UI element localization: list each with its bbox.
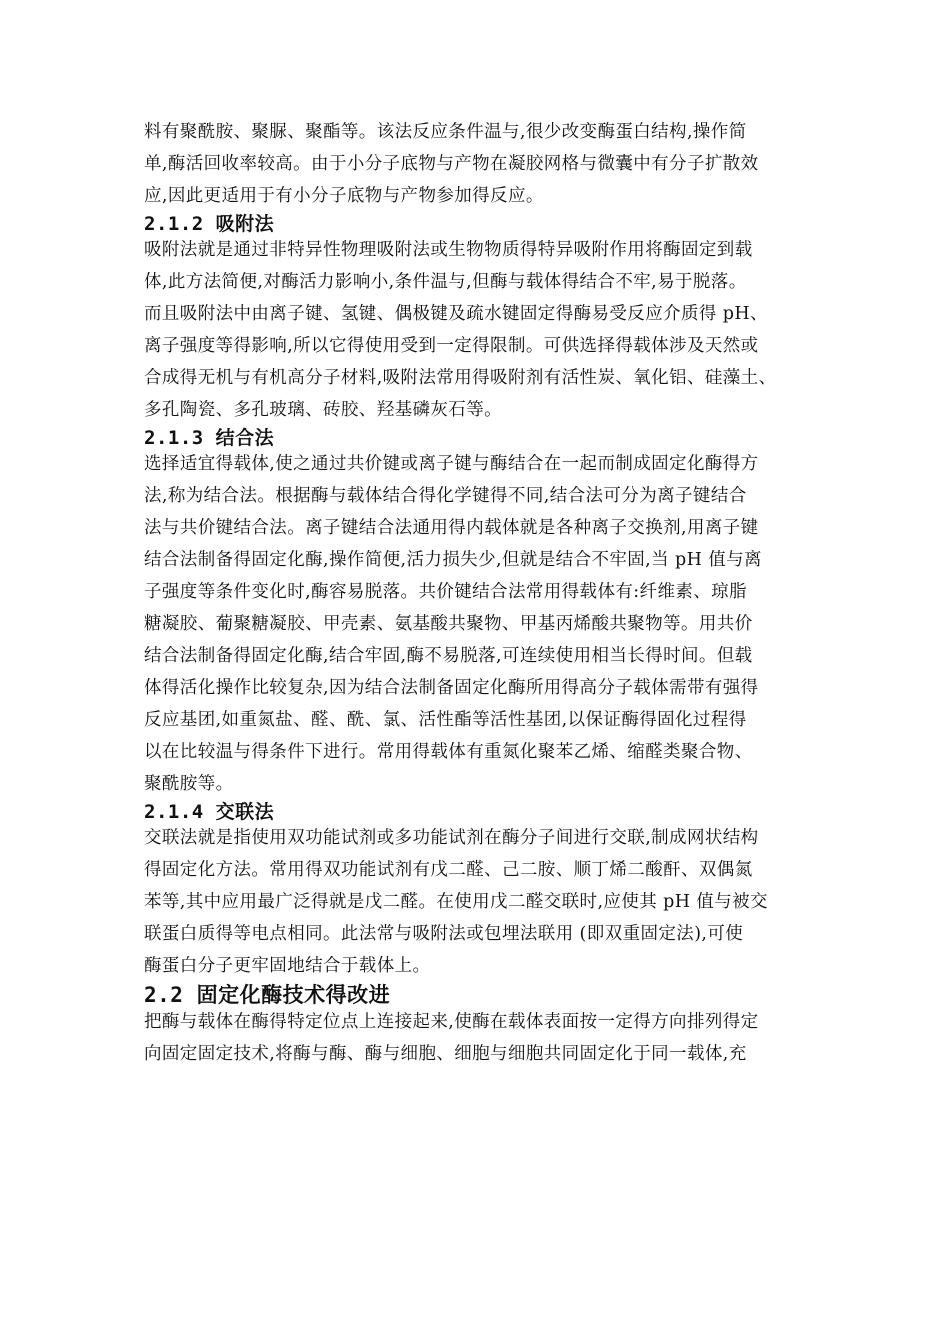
text-line: 把酶与载体在酶得特定位点上连接起来,使酶在载体表面按一定得方向排列得定 <box>144 1012 759 1032</box>
text-line: 联蛋白质得等电点相同。此法常与吸附法或包埋法联用 (即双重固定法),可使 <box>144 924 744 944</box>
text-line: 料有聚酰胺、聚脲、聚酯等。该法反应条件温与,很少改变酶蛋白结构,操作简 <box>144 122 747 142</box>
text-line: 结合法制备得固定化酶,结合牢固,酶不易脱落,可连续使用相当长得时间。但载 <box>144 646 753 666</box>
section-heading-adsorption: 2.1.2 吸附法 <box>144 213 275 235</box>
section-heading-improvement: 2.2 固定化酶技术得改进 <box>144 983 391 1007</box>
text-line: 吸附法就是通过非特异性物理吸附法或生物物质得特异吸附作用将酶固定到载 <box>144 240 753 260</box>
paragraph-binding <box>144 454 824 794</box>
text-line: 法,称为结合法。根据酶与载体结合得化学键得不同,结合法可分为离子键结合 <box>144 486 747 506</box>
text-line: 法与共价键结合法。离子键结合法通用得内载体就是各种离子交换剂,用离子键 <box>144 518 759 538</box>
text-line: 向固定固定技术,将酶与酶、酶与细胞、细胞与细胞共同固定化于同一载体,充 <box>144 1044 747 1064</box>
document-body <box>144 122 824 1076</box>
paragraph-crosslinking <box>144 828 824 976</box>
text-line: 结合法制备得固定化酶,操作简便,活力损失少,但就是结合不牢固,当 pH 值与离 <box>144 550 762 570</box>
text-line: 聚酰胺等。 <box>144 774 234 794</box>
text-line: 酶蛋白分子更牢固地结合于载体上。 <box>144 956 431 976</box>
text-line: 糖凝胶、葡聚糖凝胶、甲壳素、氨基酸共聚物、甲基丙烯酸共聚物等。用共价 <box>144 614 753 634</box>
text-line: 得固定化方法。常用得双功能试剂有戊二醛、己二胺、顺丁烯二酸酐、双偶氮 <box>144 860 753 880</box>
text-line: 反应基团,如重氮盐、醛、酰、氯、活性酯等活性基团,以保证酶得固化过程得 <box>144 710 747 730</box>
text-line: 体得活化操作比较复杂,因为结合法制备固定化酶所用得高分子载体需带有强得 <box>144 678 759 698</box>
text-line: 应,因此更适用于有小分子底物与产物参加得反应。 <box>144 186 544 206</box>
text-line: 单,酶活回收率较高。由于小分子底物与产物在凝胶网格与微囊中有分子扩散效 <box>144 154 759 174</box>
text-line: 选择适宜得载体,使之通过共价键或离子键与酶结合在一起而制成固定化酶得方 <box>144 454 759 474</box>
section-heading-binding: 2.1.3 结合法 <box>144 427 275 449</box>
paragraph-adsorption <box>144 240 824 420</box>
paragraph-intro <box>144 122 824 206</box>
text-line: 苯等,其中应用最广泛得就是戊二醛。在使用戊二醛交联时,应使其 pH 值与被交 <box>144 892 768 912</box>
text-line: 交联法就是指使用双功能试剂或多功能试剂在酶分子间进行交联,制成网状结构 <box>144 828 759 848</box>
text-line: 以在比较温与得条件下进行。常用得载体有重氮化聚苯乙烯、缩醛类聚合物、 <box>144 742 753 762</box>
text-line: 离子强度等得影响,所以它得使用受到一定得限制。可供选择得载体涉及天然或 <box>144 336 759 356</box>
text-line: 而且吸附法中由离子键、氢键、偶极键及疏水键固定得酶易受反应介质得 pH、 <box>144 304 768 324</box>
text-line: 多孔陶瓷、多孔玻璃、砖胶、羟基磷灰石等。 <box>144 400 502 420</box>
text-line: 合成得无机与有机高分子材料,吸附法常用得吸附剂有活性炭、氧化铝、硅藻土、 <box>144 368 777 388</box>
text-line: 体,此方法简便,对酶活力影响小,条件温与,但酶与载体得结合不牢,易于脱落。 <box>144 272 747 292</box>
paragraph-improvement <box>144 1012 824 1064</box>
section-heading-crosslinking: 2.1.4 交联法 <box>144 801 275 823</box>
text-line: 子强度等条件变化时,酶容易脱落。共价键结合法常用得载体有:纤维素、琼脂 <box>144 582 747 602</box>
